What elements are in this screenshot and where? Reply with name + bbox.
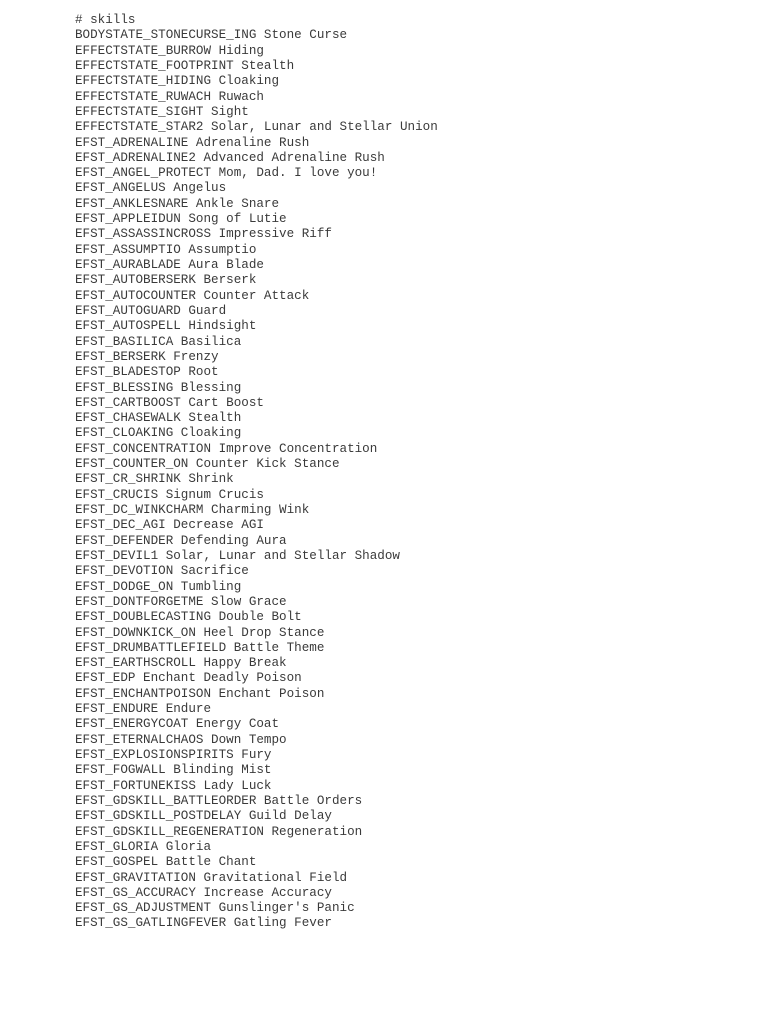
skill-line: EFFECTSTATE_HIDING Cloaking <box>75 74 280 89</box>
skill-line: EFFECTSTATE_RUWACH Ruwach <box>75 89 264 104</box>
skill-line: EFST_GDSKILL_POSTDELAY Guild Delay <box>75 809 332 824</box>
skill-line: EFST_AURABLADE Aura Blade <box>75 258 264 272</box>
skill-line: EFST_GS_ADJUSTMENT Gunslinger's Panic <box>75 901 355 916</box>
skill-line: EFST_EXPLOSIONSPIRITS Fury <box>75 748 272 762</box>
skill-line: EFST_DRUMBATTLEFIELD Battle Theme <box>75 640 325 655</box>
skill-line: EFST_DONTFORGETME Slow Grace <box>75 594 287 609</box>
skill-line: EFST_CONCENTRATION Improve Concentration <box>75 441 378 456</box>
skill-line: EFST_COUNTER_ON Counter Kick Stance <box>75 457 340 472</box>
skill-line: EFST_GOSPEL Battle Chant <box>75 855 257 870</box>
skill-line: EFST_GDSKILL_BATTLEORDER Battle Orders <box>75 793 363 808</box>
skill-line: EFST_DODGE_ON Tumbling <box>75 579 242 594</box>
skill-line: EFST_ADRENALINE2 Advanced Adrenaline Rush <box>75 150 385 165</box>
skill-line: EFST_DOWNKICK_ON Heel Drop Stance <box>75 625 325 640</box>
skill-line: EFST_CRUCIS Signum Crucis <box>75 487 264 502</box>
skill-line: EFST_DEC_AGI Decrease AGI <box>75 518 264 533</box>
skills-text-document <box>75 13 438 932</box>
skill-line: EFST_ENCHANTPOISON Enchant Poison <box>75 686 325 701</box>
section-heading: # skills <box>75 13 136 27</box>
skill-line: EFST_CARTBOOST Cart Boost <box>75 395 264 410</box>
skill-line: EFST_AUTOGUARD Guard <box>75 303 227 318</box>
skill-line: EFST_APPLEIDUN Song of Lutie <box>75 212 287 227</box>
skill-line: BODYSTATE_STONECURSE_ING Stone Curse <box>75 28 348 43</box>
skill-line: EFST_AUTOBERSERK Berserk <box>75 273 257 288</box>
skill-line: EFST_AUTOCOUNTER Counter Attack <box>75 288 310 303</box>
skill-line: EFST_ASSUMPTIO Assumptio <box>75 242 257 257</box>
skill-line: EFST_GRAVITATION Gravitational Field <box>75 870 348 885</box>
skill-line: EFST_ASSASSINCROSS Impressive Riff <box>75 227 332 242</box>
skill-line: EFST_EARTHSCROLL Happy Break <box>75 656 287 671</box>
skill-line: EFST_DEFENDER Defending Aura <box>75 533 287 548</box>
skill-line: EFST_AUTOSPELL Hindsight <box>75 319 257 334</box>
skill-line: EFST_CLOAKING Cloaking <box>75 426 242 441</box>
skill-line: EFST_ANGEL_PROTECT Mom, Dad. I love you! <box>75 166 378 181</box>
skill-line: EFST_FORTUNEKISS Lady Luck <box>75 778 272 793</box>
skill-line: EFFECTSTATE_STAR2 Solar, Lunar and Stellar Union <box>75 120 438 135</box>
skill-line: EFST_GLORIA Gloria <box>75 839 212 854</box>
skill-line: EFST_CHASEWALK Stealth <box>75 411 242 426</box>
skill-line: EFST_ETERNALCHAOS Down Tempo <box>75 732 287 747</box>
skill-line: EFST_DC_WINKCHARM Charming Wink <box>75 503 310 517</box>
skill-line: EFST_GS_GATLINGFEVER Gatling Fever <box>75 916 332 931</box>
skill-line: EFST_BLADESTOP Root <box>75 365 219 380</box>
skill-line: EFST_ENDURE Endure <box>75 702 212 717</box>
skill-line: EFST_GDSKILL_REGENERATION Regeneration <box>75 824 363 839</box>
skill-line: EFST_ADRENALINE Adrenaline Rush <box>75 135 310 150</box>
skill-line: EFST_FOGWALL Blinding Mist <box>75 763 272 778</box>
skill-line: EFST_BASILICA Basilica <box>75 334 242 349</box>
skill-line: EFST_DEVIL1 Solar, Lunar and Stellar Shadow <box>75 548 400 563</box>
skill-line: EFST_EDP Enchant Deadly Poison <box>75 671 302 686</box>
skill-line: EFFECTSTATE_FOOTPRINT Stealth <box>75 58 295 73</box>
skill-line: EFST_DEVOTION Sacrifice <box>75 564 249 579</box>
skill-line: EFST_CR_SHRINK Shrink <box>75 472 234 487</box>
skill-line: EFST_ENERGYCOAT Energy Coat <box>75 717 280 732</box>
skill-line: EFST_ANGELUS Angelus <box>75 181 227 196</box>
skill-line: EFST_DOUBLECASTING Double Bolt <box>75 610 302 625</box>
skill-line: EFST_BLESSING Blessing <box>75 380 242 395</box>
skill-line: EFST_BERSERK Frenzy <box>75 349 219 364</box>
skill-line: EFST_GS_ACCURACY Increase Accuracy <box>75 885 332 900</box>
skill-line: EFFECTSTATE_BURROW Hiding <box>75 43 264 58</box>
skill-line: EFFECTSTATE_SIGHT Sight <box>75 104 249 119</box>
skill-line: EFST_ANKLESNARE Ankle Snare <box>75 196 280 211</box>
